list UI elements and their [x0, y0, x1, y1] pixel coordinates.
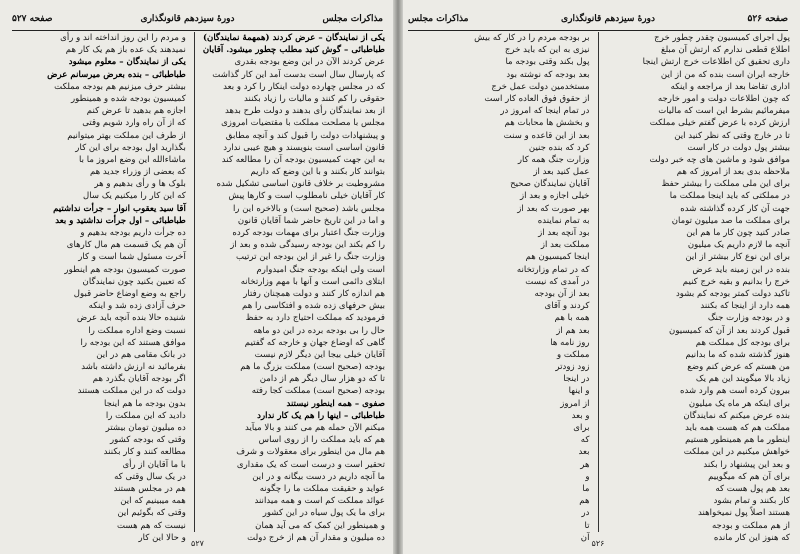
text-line: خواهش میکنیم در این مملکت — [683, 447, 790, 458]
text-line: برای ما یک پول سیاه در این کشور — [262, 508, 385, 519]
text-line: در بانک مقامی هم در این — [96, 349, 186, 360]
right-page-label: صفحه ۵۲۶ — [747, 14, 788, 24]
text-line: خارجه ایران است بنده که من از این — [660, 69, 790, 80]
text-line: بیش حرفهای زده شده و افتکاسی را هم — [242, 301, 385, 312]
text-line: برای اینکه هر ماه یک میلیون — [688, 398, 790, 409]
text-line: نسبت وضع اداره مملکت را — [88, 325, 186, 336]
left-page-number: ۵۲۷ — [191, 539, 204, 548]
text-line: که در تمام وزارتخانه — [516, 264, 590, 275]
text-line: نیزی به این که باید خرج — [504, 45, 590, 56]
right-section-title: مذاکرات مجلس — [408, 14, 469, 24]
left-page-header — [12, 10, 383, 28]
text-line: که این کار را میکنیم یک سال — [83, 191, 186, 202]
text-line: همه دارد از اینجا که بکنند — [700, 301, 790, 312]
text-line: گاهی که اوضاع جهان و خارجه که گفتیم — [244, 337, 385, 348]
text-line: اجازه هم بدهید تا عرض کنم — [86, 106, 186, 117]
text-line: آقا سید یعقوب انوار – جرأت نداشتیم — [53, 203, 186, 214]
text-line: از هم مملکت و بودجه — [711, 520, 790, 531]
text-line: مملکت بعد از — [540, 240, 590, 251]
text-line: با ما آقایان از رأی — [122, 459, 186, 470]
text-line: و اینها — [568, 386, 590, 397]
text-line: بیشتر پول دولت در کار است — [687, 142, 790, 153]
text-line: از حقوق فوق العاده کار است — [484, 93, 590, 104]
text-line: تاکید دولت کمتر بودجه کم بشود — [675, 288, 790, 299]
text-line: کردند و آقای — [544, 301, 590, 312]
text-line: برای مملکت ما صد میلیون تومان — [671, 215, 790, 226]
text-line: عواید و حقیقت مملکت ما را چگونه — [259, 483, 385, 494]
text-line: بلوک ها و رأی بدهیم و هر — [94, 179, 186, 190]
text-line: هستند اصلاً پول نمیخواهند — [698, 508, 790, 519]
text-line: هر — [580, 459, 590, 470]
text-line: ده جرأت داریم بودجه بدهیم و — [80, 228, 186, 238]
right-column-right — [607, 32, 791, 543]
text-line: و — [585, 471, 590, 482]
text-line: در مملکتی که باید اینجا مملکت ما — [669, 191, 790, 202]
text-line: کمیسیون بودجه شده و همینطور — [70, 93, 186, 104]
text-line: برای این ملی مملکت را بیشتر حفظ — [661, 179, 790, 190]
text-line: که در مجلس چهارده دولت اینکار را کرد و بعد — [223, 81, 385, 92]
text-line: حقوقی را کم کنند و مالیات را زیاد بکنند — [243, 93, 385, 104]
left-page-body — [10, 32, 385, 543]
text-line: بنده عرض میکنم که نمایندگان — [683, 410, 790, 421]
text-line: به تمام نماینده — [537, 215, 590, 226]
text-line: پول اجرای کمیسیون چقدر چطور خرج — [654, 33, 790, 43]
text-line: مجلس باشد (صحیح است) و بالاخره این را — [233, 203, 385, 214]
text-line: مملکت و — [557, 349, 590, 360]
text-line: عمل کنید بعد از — [533, 167, 590, 178]
text-line: آن هم یک قسمت هم مال کارهای — [66, 240, 186, 251]
text-line: که پارسال سال است بدست آمد این کار گذاشت — [212, 69, 385, 80]
text-line: طباطبائی – گوش کنید مطلب چطور میشود. آقایان — [202, 45, 385, 56]
text-line: بیرون کرده است هم وارد شده — [679, 386, 790, 397]
text-line: برای بودجه کل مملکت هم — [695, 337, 790, 348]
text-line: بهر صورت که بعد از — [517, 203, 590, 214]
text-line: ما — [582, 483, 590, 494]
text-line: بر بودجه مردم را در کار که بیش — [474, 33, 590, 43]
text-line: بنده در این زمینه باید عرض — [692, 264, 790, 275]
text-line: وزارت جنگ اعتبار برای مهمات بودجه کرده — [232, 228, 385, 238]
text-line: آنچه ما لازم داریم یک میلیون — [687, 240, 790, 251]
text-line: وزارت جنگ همه کار — [517, 154, 590, 165]
text-line: اگر بودجه آقایان بگذرد هم — [92, 374, 186, 385]
text-line: همه با هم — [554, 313, 590, 324]
text-line: برای — [573, 423, 590, 433]
text-line: و همینطور این کمک که می آید همان — [255, 520, 385, 531]
text-line: هم در مجلس هستند — [113, 483, 186, 494]
text-line: ده میلیون و مقدار آن هم از خرج دولت — [247, 532, 385, 543]
text-line: برای این نوع کار بیشتر از این — [685, 252, 790, 263]
text-line: اینجا کمیسیون هم — [525, 252, 590, 263]
text-line: روز نامه ها — [550, 337, 590, 348]
text-line: بگذارید اول بودجه برای این کار — [75, 142, 186, 153]
left-page-label: صفحه ۵۲۷ — [12, 14, 53, 24]
text-line: هنوز گذشته شده که ما بدانیم — [685, 349, 790, 360]
text-line: بودجه (صحیح است) مملکت بزرگ ما هم — [240, 362, 385, 373]
text-line: از طرف این مملکت بهتر میتوانیم — [67, 130, 186, 141]
text-line: بعد بودجه که نوشته بود — [506, 69, 590, 80]
text-line: پول بکند وقتی بودجه ما — [505, 57, 590, 68]
book-gutter — [393, 0, 403, 554]
text-line: حال را بی بودجه برده در این دو ماهه — [253, 325, 385, 336]
text-line: تا که دو هزار سال دیگر هم از دامن — [259, 374, 385, 385]
text-line: تحقیر است و درست است که یک مقداری — [236, 459, 385, 470]
text-line: وقتی که بودجه کشور — [110, 435, 186, 446]
text-line: موافق هستند که این بودجه را — [80, 337, 186, 348]
text-line: هم که باید مملکت را از روی اساس — [258, 435, 385, 446]
text-line: موافق شود و ماشین های چه خبر دولت — [649, 154, 790, 165]
text-line: و در بودجه وزارت جنگ — [707, 313, 790, 324]
text-line: و بعد — [571, 410, 590, 421]
text-line: به این جهت کمیسیون بودجه آن را مطالعه کند — [221, 154, 385, 165]
text-line: عرض کردند الآن در این وضع بودجه بقدری — [234, 57, 385, 68]
text-line: برای آن هم که میگوییم — [708, 471, 790, 482]
text-line: ارزش کرده با عرض گفتم خیلی مملکت — [649, 118, 790, 129]
text-line: بعد — [578, 447, 590, 458]
text-line: مستخدمین دولت عمل خرج — [491, 81, 590, 92]
text-line: یکی از نمایندگان – معلوم میشود — [68, 57, 186, 68]
text-line: اطلاع قطعی ندارم که ارتش آن مبلغ — [661, 45, 790, 56]
text-line: دادید که این مملکت را — [105, 410, 186, 421]
text-line: در اینجا — [563, 374, 590, 385]
text-line: از بعد نمایندگان رأی بدهند و دولت طرح بدهد — [225, 106, 385, 117]
text-line: من هستم که عرض کنم وضع — [687, 362, 790, 373]
text-line: در یک سال وقتی که — [114, 471, 186, 482]
text-line: نمیدهند یک عده باز هم یک کار هم — [65, 45, 186, 56]
text-line: است ولی اینکه بودجه جنگ امیدوارم — [256, 264, 385, 275]
text-line: اینطور ما هم همینطور هستیم — [685, 435, 790, 446]
text-line: و بخشش ها محابات هم — [504, 118, 590, 129]
right-page-header — [408, 10, 788, 28]
text-line: و مردم را این روز انداخته اند و رأی — [60, 33, 186, 43]
text-line: طباطبائی – بنده بعرض میرسانم عرض — [47, 69, 186, 80]
text-line: صفوی – همه اینطور نیستند — [286, 398, 385, 409]
header-rule — [408, 30, 788, 31]
text-line: صادر کنید چون کار ما هم این — [686, 228, 790, 238]
text-line: که — [580, 435, 590, 446]
text-line: بدون بودجه ما هم اینجا — [103, 398, 186, 409]
text-line: حرف آزادی زده شد و اینکه — [88, 301, 186, 312]
text-line: طباطبائی – اول جرأت نداشتید و بعد — [55, 215, 186, 226]
text-line: مطالعه کنند و کار بکنند — [103, 447, 186, 458]
text-line: از امروز — [560, 398, 590, 409]
text-line: در تمام اینجا که امروز در — [500, 106, 590, 117]
text-line: بودجه (صحیح است) مملکت کجا رفته — [251, 386, 385, 397]
text-line: میکنم الآن حمله هم می کنند و بالا میآید — [244, 423, 385, 433]
left-page — [0, 0, 396, 554]
text-line: همه میبینیم که این — [120, 496, 186, 507]
text-line: یکی از نمایندگان – عرض کردند (همهمهٔ نمایندگان) — [202, 33, 385, 43]
right-column-left — [406, 32, 590, 543]
text-line: داری تحقیق کن اطلاعات خرج ارتش اینجا — [642, 57, 790, 68]
text-line: در — [581, 508, 590, 519]
text-line: آقایان خیلی بیجا این دیگر لازم نیست — [254, 349, 385, 360]
text-line: بفرمائید نه ارزش داشته باشد — [81, 362, 186, 373]
text-line: شنیده حالا بنده آنچه باید عرض — [76, 313, 186, 324]
text-line: تا — [584, 520, 590, 531]
text-line: عوائد مملکت کم است و همه میدانند — [254, 496, 385, 507]
text-line: طباطبائی – اینها را هم یک کار ندارد — [257, 410, 385, 421]
text-line: بعد از آن بودجه — [534, 288, 590, 299]
text-line: هم مال من اینطور برای معقولات و شرف — [236, 447, 385, 458]
right-page-body — [406, 32, 790, 543]
text-line: آقایان نمایندگان صحیح — [510, 179, 590, 190]
text-line: دولت که در این مملکت هستند — [77, 386, 186, 397]
text-line: که چون اطلاعات دولت و امور خارجه — [657, 93, 790, 104]
text-line: آخرت مسئول شما است و کار — [78, 252, 186, 263]
text-line: بتوانند کار بکنند و با این وضع که داریم — [250, 167, 385, 178]
text-line: بیشتر حرف میزنیم هم بودجه مملکت — [54, 81, 186, 92]
text-line: که تعیین بکنید چون نمایندگان — [82, 276, 186, 287]
text-line: ماشاءالله این وضع امروز ما با — [79, 154, 186, 165]
text-line: جهت آن کار کرده گذاشته شده — [680, 203, 790, 214]
left-column-right — [202, 32, 385, 543]
text-line: بعد هم از — [556, 325, 590, 336]
text-line: وقتی که بگوئیم این — [117, 508, 186, 519]
text-line: بود آنچه بعد از — [538, 228, 590, 238]
text-line: وزارت جنگ را غیر از این بودجه این ترتیب — [235, 252, 385, 263]
text-line: زود زودتر — [555, 362, 590, 373]
text-line: کرد که بنده جنین — [528, 142, 590, 153]
right-page — [396, 0, 800, 554]
text-line: ما آنچه داریم در دست بیگانه و در این — [252, 471, 385, 482]
text-line: صورت کمیسیون بودجه هم اینطور — [64, 264, 186, 275]
text-line: زیاد بالا میگویند این هم یک — [695, 374, 790, 385]
column-divider — [598, 32, 599, 532]
text-line: میفرمائیم بشرط این است که مالیات — [658, 106, 790, 117]
text-line: و حالا این کار — [138, 532, 186, 543]
text-line: آن — [580, 532, 590, 543]
text-line: اداری تقاضا بعد از مراجعه و اینکه — [670, 81, 790, 92]
left-session-title: دورهٔ سیزدهم قانونگذاری — [140, 14, 235, 24]
text-line: قبول کردند بعد از آن که کمیسیون — [669, 325, 790, 336]
text-line: ملاحظه بدی بعد از امروز که هم — [676, 167, 790, 178]
text-line: که بعضی از وزراء جدید هم — [89, 167, 186, 178]
text-line: خیلی اجازه و بعد از — [519, 191, 590, 202]
right-session-title: دورهٔ سیزدهم قانونگذاری — [561, 14, 655, 24]
text-line: هم — [579, 496, 590, 507]
text-line: ده میلیون تومان بیشتر — [105, 423, 186, 433]
left-column-left — [10, 32, 186, 543]
text-line: و پیشنهادات دولت را قبول کند و آنچه مطابق — [225, 130, 385, 141]
text-line: بعد هم پول هست که — [715, 483, 790, 494]
text-line: که از آن راه وارد شویم وقتی — [82, 118, 186, 129]
text-line: را کم بکند این بودجه رسیدگی شده و بعد از — [230, 240, 385, 251]
left-section-title: مذاکرات مجلس — [322, 14, 383, 24]
text-line: که هنوز این کار مانده — [713, 532, 790, 543]
text-line: در آمدی که نیست — [525, 276, 590, 287]
text-line: هم اندازه کار کنند و دولت همچنان رفتار — [243, 288, 385, 299]
right-page-number: ۵۲۶ — [591, 539, 605, 548]
text-line: فرمودید که مملکت احتیاج دارد به حفظ — [245, 313, 385, 324]
text-line: تا در خارج وقتی که نظر کنید این — [674, 130, 790, 141]
text-line: مملکت هم که هست همه باید — [685, 423, 790, 433]
text-line: کار آقایان خیلی نامطلوب است و کارها پیش — [228, 191, 385, 202]
text-line: و بعد این پیشنهاد را بکند — [703, 459, 790, 470]
text-line: خرج را بدانیم و بقیه خرج کنیم — [682, 276, 790, 287]
text-line: بعد از این قاعده و سنت — [503, 130, 590, 141]
text-line: ابتلای دائمی است و آنها با مهم وزارتخانه — [240, 276, 385, 287]
text-line: و اما در این تاریخ حاضر شما آقایان قانون — [237, 215, 385, 226]
text-line: راجع به وضع اوضاع حاضر قبول — [73, 288, 186, 299]
text-line: مجلس با مصلحت مملکت با مقتضیات امروزی — [221, 118, 385, 129]
text-line: قانون اساسی است بنویسند و هیچ عیبی ندارد — [223, 142, 385, 153]
text-line: نیست که هم هست — [116, 520, 186, 531]
text-line: مشروطیت بر خلاف قانون اساسی تشکیل شده — [216, 179, 385, 190]
header-rule — [12, 30, 383, 31]
column-divider — [194, 32, 195, 532]
text-line: کار بکنند و تمام بشود — [713, 496, 790, 507]
